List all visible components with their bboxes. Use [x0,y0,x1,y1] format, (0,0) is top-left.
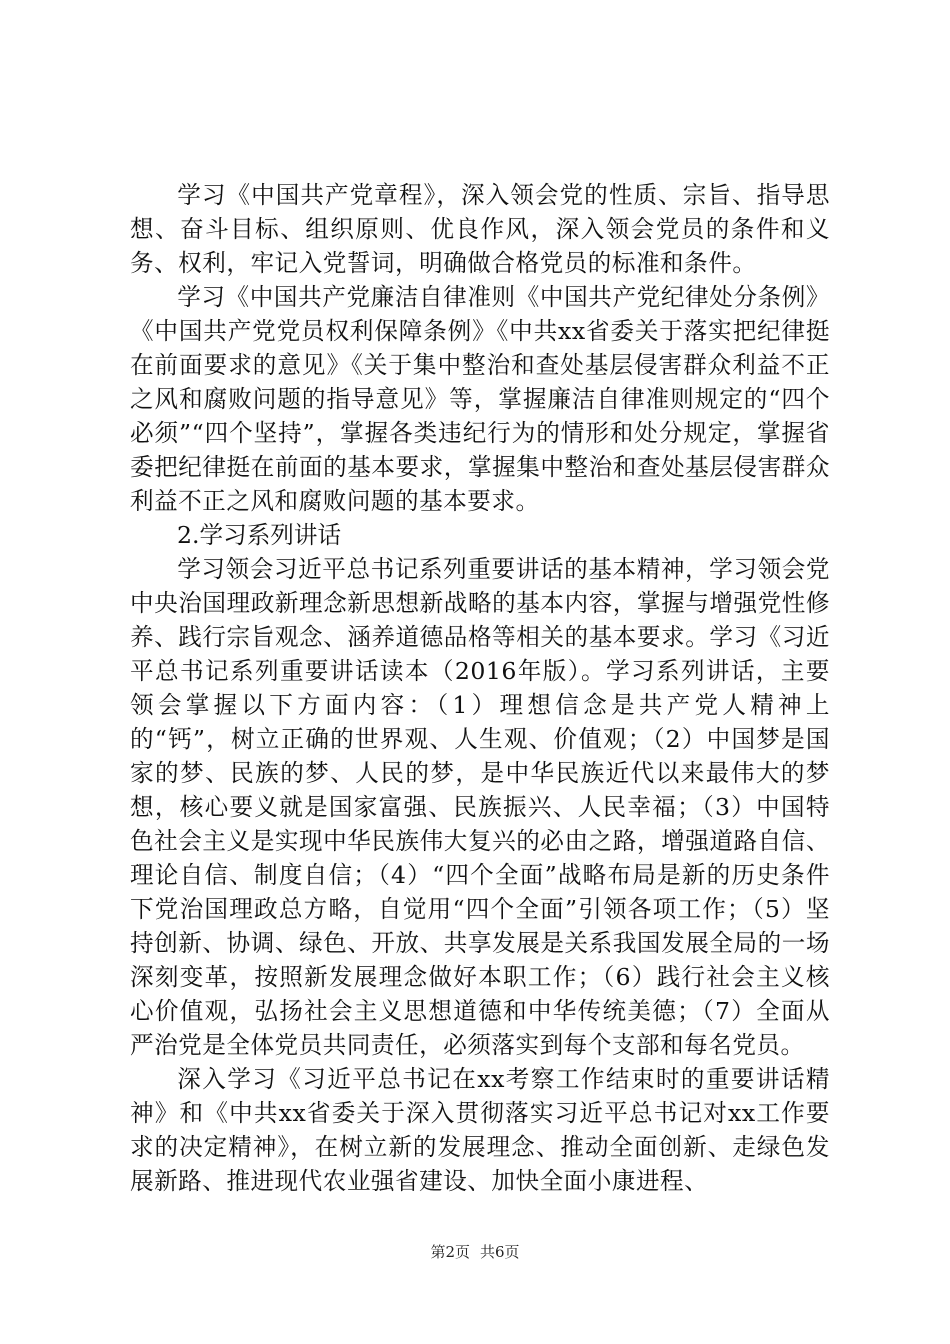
page-number: 第2页 [430,1243,470,1261]
page-footer [0,1242,950,1262]
section-heading: 2.学习系列讲话 [177,521,342,549]
paragraph-discipline-regulations: 学习《中国共产党廉洁自律准则《中国共产党纪律处分条例》《中国共产党党员权利保障条例》《中共xx省委关于落实把纪律挺在前面要求的意见》《关于集中整治和查处基层侵害群众利益不正之风和腐败问题的指导意见》等，掌握廉洁自律准则规定的“四个必须”“四个坚持”，掌握各类违纪行为的情形和处分规定，掌握省委把纪律挺在前面的基本要求，掌握集中整治和查处基层侵害群众利益不正之风和腐败问题的基本要求。 [130,283,830,515]
document-body [130,178,830,1198]
paragraph-series-speeches: 学习领会习近平总书记系列重要讲话的基本精神，学习领会党中央治国理政新理念新思想新战略的基本内容，掌握与增强党性修养、践行宗旨观念、涵养道德品格等相关的基本要求。学习《习近平总书记系列重要讲话读本（2016年版）。学习系列讲话，主要领会掌握以下方面内容：（1）理想信念是共产党人精神上的“钙”，树立正确的世界观、人生观、价值观；（2）中国梦是国家的梦、民族的梦、人民的梦，是中华民族近代以来最伟大的梦想，核心要义就是国家富强、民族振兴、人民幸福；（3）中国特色社会主义是实现中华民族伟大复兴的必由之路，增强道路自信、理论自信、制度自信；（4）“四个全面”战略布局是新的历史条件下党治国理政总方略，自觉用“四个全面”引领各项工作；（5）坚持创新、协调、绿色、开放、共享发展是关系我国发展全局的一场深刻变革，按照新发展理念做好本职工作；（6）践行社会主义核心价值观，弘扬社会主义思想道德和中华传统美德；（7）全面从严治党是全体党员共同责任，必须落实到每个支部和每名党员。 [130,555,830,1059]
paragraph-party-constitution: 学习《中国共产党章程》，深入领会党的性质、宗旨、指导思想、奋斗目标、组织原则、优良作风，深入领会党员的条件和义务、权利，牢记入党誓词，明确做合格党员的标准和条件。 [130,181,830,277]
paragraph-in-depth-study: 深入学习《习近平总书记在xx考察工作结束时的重要讲话精神》和《中共xx省委关于深入贯彻落实习近平总书记对xx工作要求的决定精神》，在树立新的发展理念、推动全面创新、走绿色发展新路、推进现代农业强省建设、加快全面小康进程、 [130,1065,830,1195]
page-total: 共6页 [480,1243,520,1261]
